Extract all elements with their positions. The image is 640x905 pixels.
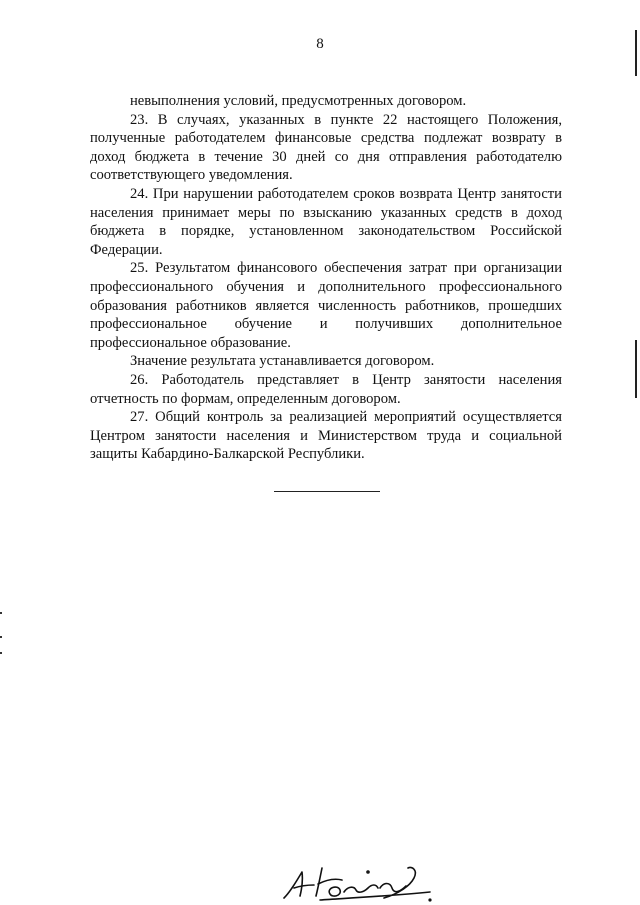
handwritten-signature (280, 858, 440, 904)
paragraph-25: 25. Результатом финансового обеспечения затрат при организации профессионального обучения и дополнительного профессионального образования работников является численность работников, прошедших профессиональное обучение и получивших дополнительное профессиональное образование. (90, 260, 562, 351)
document-body (90, 92, 562, 464)
paragraph-continuation: невыполнения условий, предусмотренных договором. (130, 93, 467, 109)
page-number: 8 (316, 36, 324, 52)
paragraph-24: 24. При нарушении работодателем сроков возврата Центр занятости населения принимает меры по взысканию указанных средств в доход бюджета в порядке, установленном законодательством Российской Федерации. (90, 185, 562, 258)
paragraph-23: 23. В случаях, указанных в пункте 22 настоящего Положения, полученные работодателем финансовые средства подлежат возврату в доход бюджета в течение 30 дней со дня отправления работодателю соответствующего уведомления. (90, 111, 562, 184)
paragraph-27: 27. Общий контроль за реализацией мероприятий осуществляется Центром занятости населения и Министерством труда и социальной защиты Кабардино-Балкарской Республики. (90, 409, 562, 463)
scan-edge-mark (0, 612, 4, 658)
paragraph-result-value: Значение результата устанавливается договором. (130, 353, 435, 370)
end-separator-line (274, 491, 380, 492)
paragraph-26: 26. Работодатель представляет в Центр занятости населения отчетность по формам, определенным договором. (90, 371, 562, 407)
scan-edge-mark (635, 30, 637, 76)
scan-edge-mark (635, 340, 637, 398)
